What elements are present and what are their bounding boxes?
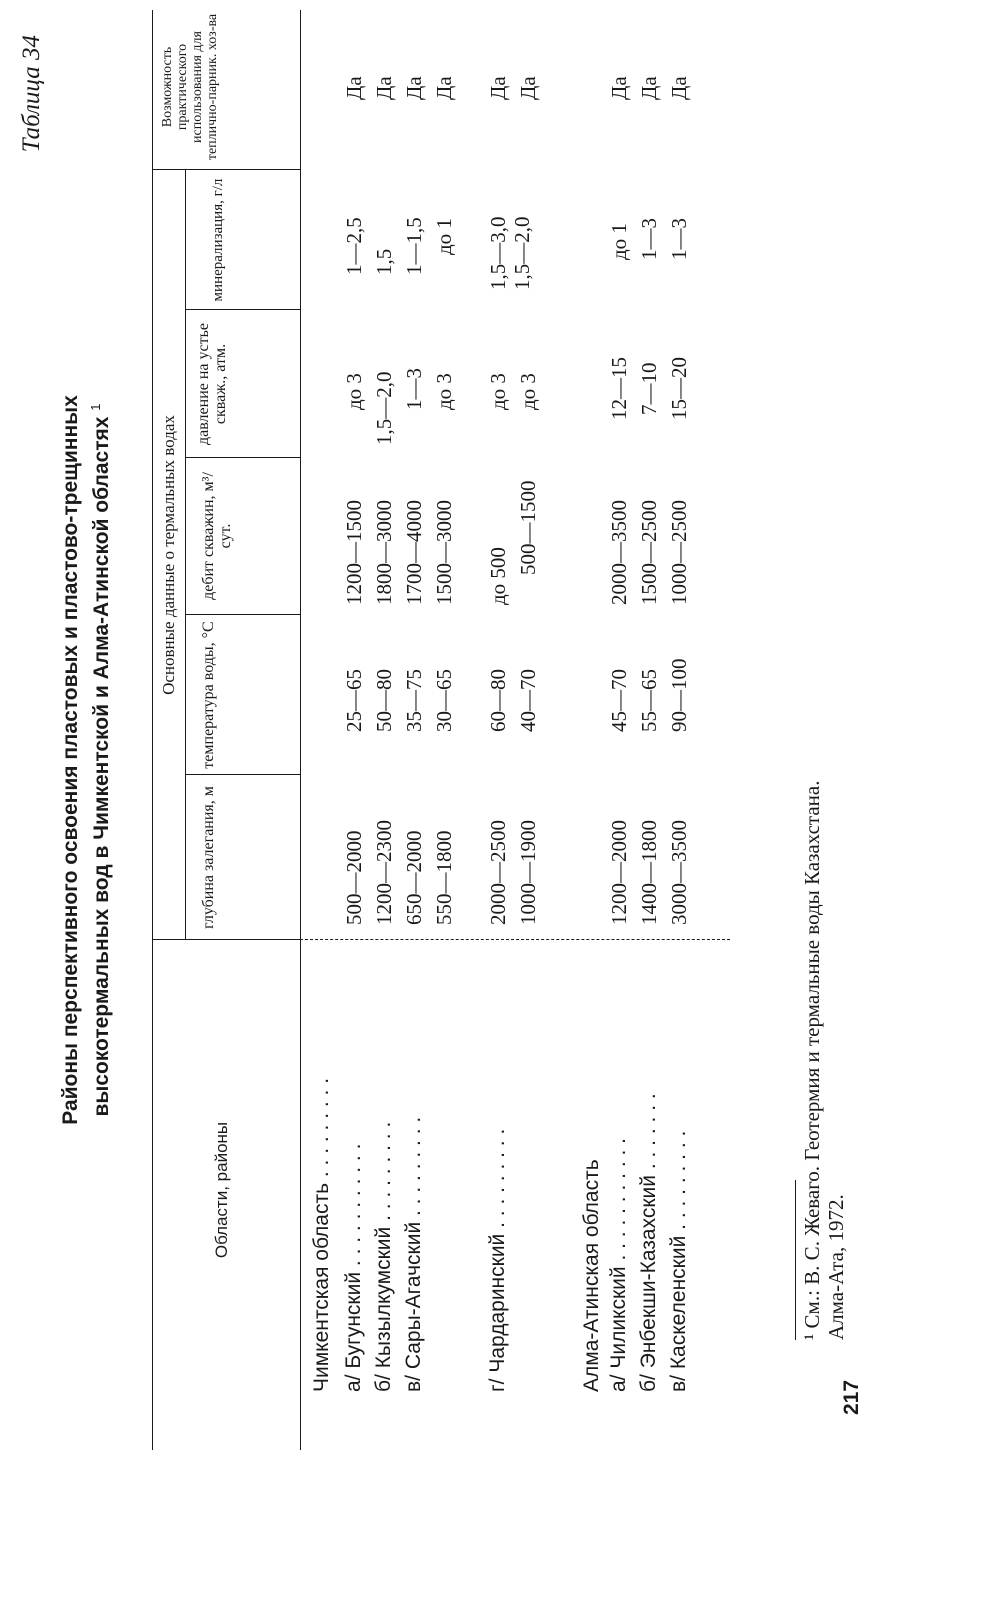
cell-pressure: до 3 xyxy=(342,373,366,410)
row-name: г/ Чардаринский . . . . . . . . . xyxy=(486,1128,509,1392)
cell-debit: 2000—3500 xyxy=(607,500,631,605)
cell-temperature: 55—65 xyxy=(637,669,661,732)
col-divider-body xyxy=(300,939,730,940)
cell-depth: 1200—2000 xyxy=(607,820,631,925)
subheader-rule xyxy=(185,170,186,940)
group-name: Чимкентская область . . . . . . . . . xyxy=(310,1077,333,1392)
cell-depth: 2000—2500 xyxy=(486,820,510,925)
cell-possibility: Да xyxy=(342,76,366,100)
cell-mineralization: 1,5 xyxy=(372,248,396,275)
footnote-line-1: ¹ См.: В. С. Жеваго. Геотермия и термальные воды Казахстана. xyxy=(800,780,824,1340)
header-bottom-rule xyxy=(300,10,301,1450)
footnote xyxy=(800,140,848,1340)
cell-possibility: Да xyxy=(432,76,456,100)
cell-pressure: до 3 xyxy=(516,373,540,410)
table-title xyxy=(58,70,114,1450)
cell-mineralization: 1,5—2,0 xyxy=(510,216,534,290)
row-name: б/ Кызылкумский . . . . . . . . . xyxy=(372,1121,395,1392)
cell-pressure: до 3 xyxy=(486,373,510,410)
header-main-data: Основные данные о термальных водах xyxy=(159,415,178,695)
col-divider-depth xyxy=(185,774,300,775)
header-regions: Области, районы xyxy=(212,1121,231,1259)
title-line-1: Районы перспективного освоения пластовых и пластово-трещинных xyxy=(59,395,82,1125)
cell-depth: 1000—1900 xyxy=(516,820,540,925)
cell-temperature: 60—80 xyxy=(486,669,510,732)
col-divider-temp xyxy=(185,614,300,615)
col-divider-pressure xyxy=(185,309,300,310)
header-debit: дебит скважин, м³/сут. xyxy=(200,472,234,600)
cell-temperature: 50—80 xyxy=(372,669,396,732)
cell-debit: 1000—2500 xyxy=(667,500,691,605)
cell-depth: 550—1800 xyxy=(432,830,456,925)
cell-debit: 500—1500 xyxy=(516,480,540,575)
cell-debit: 1500—3000 xyxy=(432,500,456,605)
header-possibility: Возможность практического использования для теплично-парник. хоз-ва xyxy=(160,13,220,161)
header-pressure: давление на устье скваж., атм. xyxy=(195,322,229,446)
cell-possibility: Да xyxy=(372,76,396,100)
cell-debit: 1500—2500 xyxy=(637,500,661,605)
row-name: а/ Бугунский . . . . . . . . . . . xyxy=(342,1143,365,1392)
cell-depth: 650—2000 xyxy=(402,830,426,925)
header-depth: глубина залегания, м xyxy=(200,786,217,929)
cell-mineralization: 1—3 xyxy=(637,218,661,260)
cell-depth: 500—2000 xyxy=(342,830,366,925)
cell-temperature: 40—70 xyxy=(516,669,540,732)
cell-debit: 1700—4000 xyxy=(402,500,426,605)
cell-temperature: 30—65 xyxy=(432,669,456,732)
cell-temperature: 35—75 xyxy=(402,669,426,732)
cell-depth: 1400—1800 xyxy=(637,820,661,925)
cell-possibility: Да xyxy=(667,76,691,100)
cell-temperature: 90—100 xyxy=(667,658,691,732)
cell-debit: 1800—3000 xyxy=(372,500,396,605)
title-footnote-mark: 1 xyxy=(88,403,103,411)
footnote-rule xyxy=(795,1180,796,1340)
table-label: Таблица 34 xyxy=(18,35,45,153)
table-top-rule xyxy=(152,10,153,1450)
cell-pressure: 1,5—2,0 xyxy=(372,371,396,445)
cell-temperature: 45—70 xyxy=(607,669,631,732)
cell-pressure: 15—20 xyxy=(667,357,691,420)
cell-mineralization: до 1 xyxy=(607,223,631,260)
row-name: в/ Сары-Агачский . . . . . . . . . xyxy=(402,1116,425,1392)
cell-pressure: 1—3 xyxy=(402,368,426,410)
col-divider-debit xyxy=(185,457,300,458)
cell-debit: 1200—1500 xyxy=(342,500,366,605)
cell-pressure: 12—15 xyxy=(607,357,631,420)
cell-mineralization: 1—2,5 xyxy=(342,217,366,275)
cell-temperature: 25—65 xyxy=(342,669,366,732)
cell-pressure: до 3 xyxy=(432,373,456,410)
cell-mineralization: до 1 xyxy=(432,218,456,255)
cell-possibility: Да xyxy=(402,76,426,100)
row-name: а/ Чиликский . . . . . . . . . . . xyxy=(607,1138,630,1392)
row-name: в/ Каскеленский . . . . . . . . . xyxy=(667,1130,690,1392)
cell-mineralization: 1—3 xyxy=(667,218,691,260)
group-name: Алма-Атинская область xyxy=(580,1159,603,1392)
title-line-2: высокотермальных вод в Чимкентской и Алма-Атинской областях $^1$ xyxy=(88,403,113,1117)
cell-depth: 1200—2300 xyxy=(372,820,396,925)
page-number: 217 xyxy=(840,1379,863,1415)
footnote-line-2: Алма-Ата, 1972. xyxy=(824,1194,848,1340)
cell-depth: 3000—3500 xyxy=(667,820,691,925)
header-temperature: температура воды, °С xyxy=(200,621,217,769)
cell-pressure: 7—10 xyxy=(637,362,661,415)
cell-possibility: Да xyxy=(516,76,540,100)
cell-possibility: Да xyxy=(637,76,661,100)
row-name: б/ Энбекши-Казахский . . . . . . . xyxy=(637,1093,660,1392)
cell-debit: до 500 xyxy=(486,547,510,605)
cell-possibility: Да xyxy=(486,76,510,100)
cell-mineralization: 1—1,5 xyxy=(402,217,426,275)
header-mineralization: минерализация, г/л xyxy=(210,178,226,302)
cell-mineralization: 1,5—3,0 xyxy=(486,216,510,290)
cell-possibility: Да xyxy=(607,76,631,100)
